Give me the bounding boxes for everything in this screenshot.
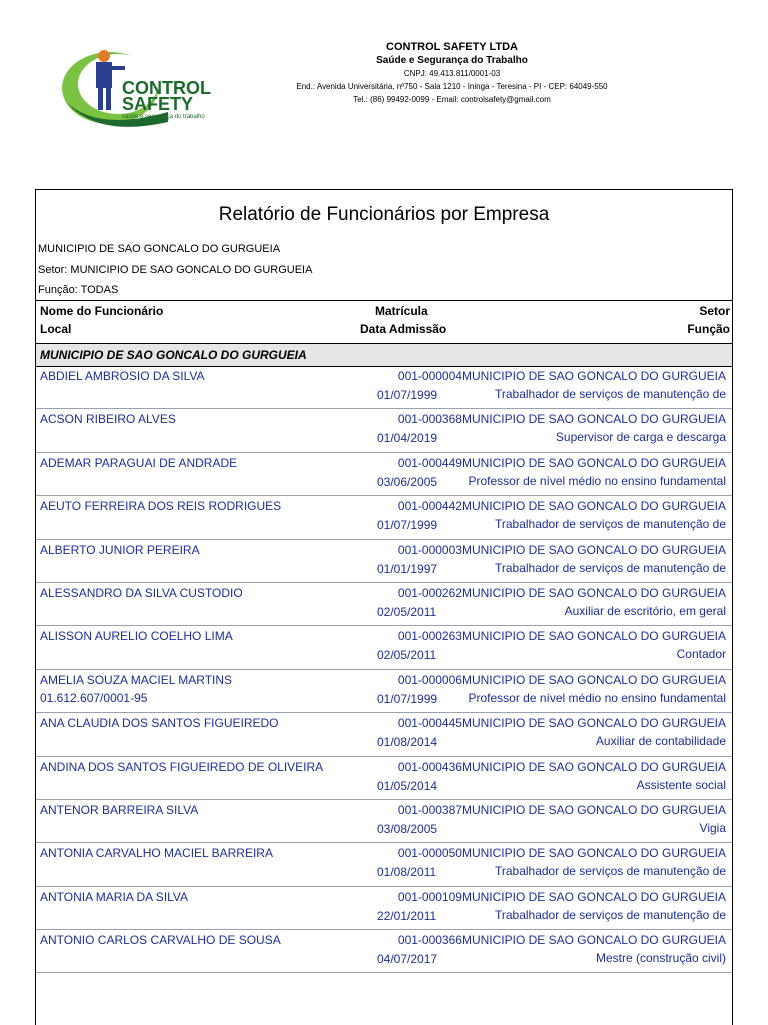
report-empresa: MUNICIPIO DE SAO GONCALO DO GURGUEIA <box>38 243 281 255</box>
employee-function: Trabalhador de serviços de manutenção de <box>494 387 726 401</box>
col-matricula: Matrícula <box>375 304 428 318</box>
employee-matricula-setor: 001-000368MUNICIPIO DE SAO GONCALO DO GURGUEIA <box>397 412 726 427</box>
company-cnpj: CNPJ: 49.413.811/0001-03 <box>403 69 501 78</box>
logo-brand-line2: SAFETY <box>122 94 194 114</box>
employee-function: Professor de nível médio no ensino fundamental <box>468 473 726 488</box>
employee-matricula-setor: 001-000263MUNICIPIO DE SAO GONCALO DO GURGUEIA <box>397 629 726 644</box>
employee-matricula-setor: 001-000442MUNICIPIO DE SAO GONCALO DO GURGUEIA <box>397 499 726 514</box>
employee-name: ALISSON AURELIO COELHO LIMA <box>40 629 233 644</box>
employee-name: ANDINA DOS SANTOS FIGUEIREDO DE OLIVEIRA <box>40 759 324 774</box>
table-row <box>36 626 732 669</box>
company-logo <box>58 42 230 128</box>
company-name: CONTROL SAFETY LTDA <box>386 41 518 53</box>
employee-admission-date: 01/07/1999 <box>377 691 438 706</box>
table-row <box>36 540 732 583</box>
employee-admission-date: 01/07/1999 <box>377 388 438 402</box>
group-header <box>36 343 732 367</box>
report-title: Relatório de Funcionários por Empresa <box>218 204 550 225</box>
employee-name: ALBERTO JUNIOR PEREIRA <box>40 542 200 557</box>
employee-name: AMELIA SOUZA MACIEL MARTINS <box>40 672 233 687</box>
employee-function: Professor de nível médio no ensino fundamental <box>468 690 726 705</box>
company-address: End.: Avenida Universitária, nº750 - Sala 1210 - Ininga - Teresina - PI - CEP: 64049-550 <box>296 82 608 91</box>
employee-function: Mestre (construção civil) <box>595 951 726 966</box>
table-row <box>36 800 732 843</box>
employee-matricula-setor: 001-000366MUNICIPIO DE SAO GONCALO DO GURGUEIA <box>397 933 726 948</box>
group-label: MUNICIPIO DE SAO GONCALO DO GURGUEIA <box>40 348 307 362</box>
employee-name: ADEMAR PARAGUAI DE ANDRADE <box>40 455 238 470</box>
employee-matricula-setor: 001-000004MUNICIPIO DE SAO GONCALO DO GURGUEIA <box>397 369 726 383</box>
employee-name: AEUTO FERREIRA DOS REIS RODRIGUES <box>40 499 282 514</box>
employee-name: ANTONIA MARIA DA SILVA <box>40 889 189 904</box>
table-row <box>36 409 732 452</box>
company-header <box>250 40 654 106</box>
employee-matricula-setor: 001-000262MUNICIPIO DE SAO GONCALO DO GURGUEIA <box>397 585 726 600</box>
employee-matricula-setor: 001-000003MUNICIPIO DE SAO GONCALO DO GURGUEIA <box>397 542 726 557</box>
employee-name: ALESSANDRO DA SILVA CUSTODIO <box>40 585 243 600</box>
employee-admission-date: 04/07/2017 <box>377 952 438 967</box>
col-setor: Setor <box>699 304 730 318</box>
employee-matricula-setor: 001-000445MUNICIPIO DE SAO GONCALO DO GURGUEIA <box>397 716 726 731</box>
col-funcao: Função <box>687 322 730 336</box>
table-row <box>36 757 732 800</box>
report-frame <box>35 189 733 1025</box>
employee-name: ANTONIA CARVALHO MACIEL BARREIRA <box>40 846 273 861</box>
employee-name: ACSON RIBEIRO ALVES <box>40 412 176 427</box>
employee-admission-date: 01/08/2011 <box>377 865 437 880</box>
logo-tagline: saúde e segurança do trabalho <box>122 114 205 120</box>
company-contact: Tel.: (86) 99492-0099 - Email: controlsafety@gmail.com <box>353 95 551 104</box>
table-row <box>36 887 732 930</box>
employee-name: ANTONIO CARLOS CARVALHO DE SOUSA <box>40 933 281 948</box>
employee-admission-date: 03/06/2005 <box>377 474 438 489</box>
logo-brand-line1: CONTROL <box>122 78 211 98</box>
col-data-admissao: Data Admissão <box>360 322 447 336</box>
employee-function: Supervisor de carga e descarga <box>555 430 726 445</box>
employee-local: 01.612.607/0001-95 <box>40 690 148 705</box>
employee-function: Assistente social <box>636 777 726 792</box>
table-row <box>36 366 732 409</box>
employee-admission-date: 01/01/1997 <box>377 561 438 576</box>
employee-function: Auxiliar de escritório, em geral <box>564 603 726 618</box>
employee-admission-date: 01/08/2014 <box>377 735 438 750</box>
employee-name: ANA CLAUDIA DOS SANTOS FIGUEIREDO <box>40 716 279 731</box>
employee-matricula-setor: 001-000050MUNICIPIO DE SAO GONCALO DO GURGUEIA <box>397 846 726 861</box>
column-header <box>36 300 732 341</box>
employee-name: ANTENOR BARREIRA SILVA <box>40 802 199 817</box>
logo-graphic <box>58 42 230 128</box>
employee-admission-date: 03/08/2005 <box>377 821 438 836</box>
employee-function: Trabalhador de serviços de manutenção de <box>494 560 726 575</box>
col-nome: Nome do Funcionário <box>40 304 164 318</box>
table-row <box>36 930 732 973</box>
employee-admission-date: 02/05/2011 <box>377 604 437 619</box>
employee-name: ABDIEL AMBROSIO DA SILVA <box>40 369 205 383</box>
employee-list <box>36 366 732 973</box>
table-row <box>36 496 732 539</box>
company-subtitle: Saúde e Segurança do Trabalho <box>376 55 528 66</box>
employee-matricula-setor: 001-000449MUNICIPIO DE SAO GONCALO DO GURGUEIA <box>397 455 726 470</box>
employee-function: Trabalhador de serviços de manutenção de <box>494 864 726 879</box>
table-row <box>36 583 732 626</box>
col-local: Local <box>40 322 72 336</box>
employee-admission-date: 01/07/1999 <box>377 518 438 533</box>
employee-admission-date: 02/05/2011 <box>377 648 437 663</box>
table-row <box>36 843 732 886</box>
employee-matricula-setor: 001-000436MUNICIPIO DE SAO GONCALO DO GURGUEIA <box>397 759 726 774</box>
report-setor: Setor: MUNICIPIO DE SAO GONCALO DO GURGUEIA <box>38 264 313 276</box>
employee-admission-date: 22/01/2011 <box>377 908 437 923</box>
employee-matricula-setor: 001-000387MUNICIPIO DE SAO GONCALO DO GURGUEIA <box>397 802 726 817</box>
table-row <box>36 713 732 756</box>
employee-admission-date: 01/04/2019 <box>377 431 438 446</box>
employee-function: Vigia <box>699 820 726 835</box>
employee-matricula-setor: 001-000006MUNICIPIO DE SAO GONCALO DO GURGUEIA <box>397 672 726 687</box>
employee-function: Trabalhador de serviços de manutenção de <box>494 517 726 532</box>
employee-function: Auxiliar de contabilidade <box>595 734 726 749</box>
employee-function: Trabalhador de serviços de manutenção de <box>494 907 726 922</box>
employee-function: Contador <box>676 647 726 662</box>
employee-matricula-setor: 001-000109MUNICIPIO DE SAO GONCALO DO GURGUEIA <box>397 889 726 904</box>
employee-admission-date: 01/05/2014 <box>377 778 438 793</box>
report-funcao: Função: TODAS <box>38 284 119 296</box>
table-row <box>36 670 732 713</box>
table-row <box>36 453 732 496</box>
